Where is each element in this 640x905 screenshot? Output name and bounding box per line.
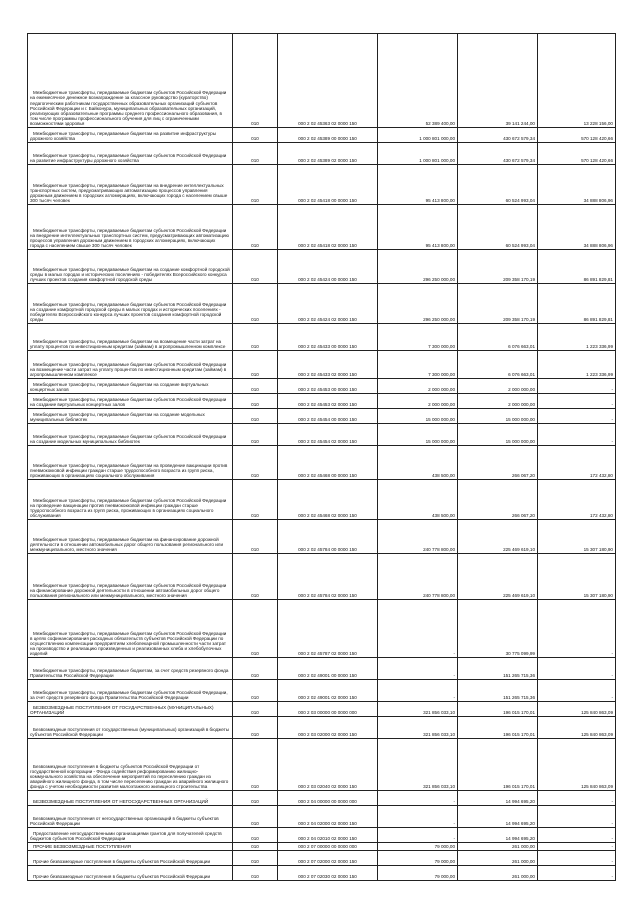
row-executed-cell: 430 672 579,34	[458, 128, 538, 143]
row-code-cell: 010	[233, 165, 278, 205]
row-remaining-cell: -	[538, 828, 616, 843]
row-name-cell	[28, 600, 233, 658]
row-name-text: Безвозмездные поступления от государственных (муниципальных) организаций в бюджеты субъектов Российской Федерации	[30, 726, 230, 737]
table-row	[28, 600, 616, 658]
row-approved-cell: 79 000,00	[378, 866, 458, 881]
row-name-cell	[28, 250, 233, 284]
row-remaining-cell: -	[538, 843, 616, 851]
row-remaining-cell: 86 891 829,81	[538, 250, 616, 284]
row-kbk-cell: 000 2 02 45433 00 0000 150	[278, 324, 378, 351]
row-code-cell: 010	[233, 409, 278, 424]
row-name-cell	[28, 791, 233, 806]
row-executed-cell: 196 015 170,01	[458, 717, 538, 739]
row-executed-cell: 196 015 170,01	[458, 702, 538, 717]
row-code-cell: 010	[233, 828, 278, 843]
row-name-text: Прочие безвозмездные поступления в бюджеты субъектов Российской Федерации	[33, 873, 211, 879]
row-remaining-cell: 172 432,80	[538, 446, 616, 480]
row-remaining-cell: 1 223 336,99	[538, 324, 616, 351]
row-approved-cell: 240 778 800,00	[378, 554, 458, 600]
row-name-cell	[28, 851, 233, 866]
row-code-cell: 010	[233, 520, 278, 554]
row-name-cell	[28, 205, 233, 250]
row-kbk-cell: 000 2 02 45453 02 0000 150	[278, 394, 378, 409]
table-row	[28, 702, 616, 717]
row-remaining-cell: 125 840 863,09	[538, 717, 616, 739]
row-approved-cell: 7 300 000,00	[378, 324, 458, 351]
row-executed-cell: 209 358 170,19	[458, 284, 538, 324]
row-code-cell: 010	[233, 739, 278, 791]
row-name-cell	[28, 409, 233, 424]
row-approved-cell: -	[378, 600, 458, 658]
row-code-cell: 010	[233, 34, 278, 128]
row-code-cell: 010	[233, 554, 278, 600]
row-code-cell: 010	[233, 379, 278, 394]
row-approved-cell: 2 000 000,00	[378, 379, 458, 394]
row-name-text: БЕЗВОЗМЕЗДНЫЕ ПОСТУПЛЕНИЯ ОТ НЕГОСУДАРСТВЕННЫХ ОРГАНИЗАЦИЙ	[33, 798, 209, 804]
table-row	[28, 205, 616, 250]
row-kbk-cell: 000 2 03 02000 02 0000 150	[278, 717, 378, 739]
row-name-cell	[28, 739, 233, 791]
row-name-text: Межбюджетные трансферты, передаваемые бюджетам субъектов Российской Федерации на создание виртуальных концертных залов	[30, 396, 227, 407]
row-code-cell: 010	[233, 424, 278, 446]
table-row	[28, 446, 616, 480]
row-name-cell	[28, 34, 233, 128]
row-remaining-cell: -	[538, 600, 616, 658]
row-kbk-cell: 000 2 02 45454 00 0000 150	[278, 409, 378, 424]
row-name-cell	[28, 702, 233, 717]
table-row	[28, 520, 616, 554]
row-name-cell	[28, 424, 233, 446]
row-code-cell: 010	[233, 394, 278, 409]
row-approved-cell: 296 250 000,00	[378, 284, 458, 324]
row-approved-cell: 7 300 000,00	[378, 351, 458, 379]
row-name-text: Межбюджетные трансферты, передаваемые бюджетам субъектов Российской Федерации на финансирование дорожной деятельности в отношении автомобильных дорог общего пользования регионального или межмуниципального, местного значения	[30, 582, 227, 598]
table-row	[28, 680, 616, 702]
row-kbk-cell: 000 2 04 02000 02 0000 150	[278, 806, 378, 828]
table-row	[28, 554, 616, 600]
table-row	[28, 866, 616, 881]
row-executed-cell: 225 469 619,10	[458, 520, 538, 554]
row-name-text: Предоставление негосударственными организациями грантов для получателей средств бюджетов субъектов Российской Федерации	[30, 830, 222, 841]
row-executed-cell: 2 000 000,00	[458, 379, 538, 394]
row-name-cell	[28, 843, 233, 851]
row-executed-cell: 266 067,20	[458, 480, 538, 520]
row-kbk-cell: 000 2 03 00000 00 0000 000	[278, 702, 378, 717]
row-remaining-cell: -	[538, 806, 616, 828]
row-executed-cell: 261 000,00	[458, 843, 538, 851]
row-remaining-cell: -	[538, 658, 616, 680]
table-row	[28, 394, 616, 409]
row-name-cell	[28, 554, 233, 600]
row-name-text: Межбюджетные трансферты, передаваемые бюджетам субъектов Российской Федерации на возмещение части затрат на уплату процентов по инвестиционным кредитам (займам) в агропромышленном комплексе	[30, 361, 227, 377]
row-name-cell	[28, 351, 233, 379]
row-remaining-cell: 1 223 336,99	[538, 351, 616, 379]
row-kbk-cell: 000 2 02 49001 02 0000 150	[278, 680, 378, 702]
table-row	[28, 324, 616, 351]
table-row	[28, 409, 616, 424]
row-code-cell: 010	[233, 250, 278, 284]
row-code-cell: 010	[233, 717, 278, 739]
row-kbk-cell: 000 2 02 45418 00 0000 150	[278, 165, 378, 205]
row-executed-cell: 60 524 993,04	[458, 205, 538, 250]
row-name-text: Межбюджетные трансферты, передаваемые бюджетам субъектов Российской Федерации в целях софинансирования расходных обязательств субъектов Российской Федерации по осуществлению компенсации предприятиям хлебопекарной промышленности части затрат на производство и реализацию произведенных и реализованных хлеба и хлебобулочных изделий	[30, 630, 227, 656]
row-remaining-cell: -	[538, 409, 616, 424]
row-executed-cell: 39 141 244,00	[458, 34, 538, 128]
row-remaining-cell: -	[538, 424, 616, 446]
row-name-text: Межбюджетные трансферты, передаваемые бюджетам субъектов Российской Федерации, за счет средств резервного фонда Правительства Российской Федерации	[30, 689, 228, 700]
row-remaining-cell: 570 128 420,66	[538, 143, 616, 165]
table-row	[28, 284, 616, 324]
row-executed-cell: 196 015 170,01	[458, 739, 538, 791]
table-body	[28, 34, 616, 881]
row-code-cell: 010	[233, 658, 278, 680]
row-remaining-cell: 34 888 806,96	[538, 205, 616, 250]
row-kbk-cell: 000 2 02 45468 00 0000 150	[278, 446, 378, 480]
row-name-cell	[28, 520, 233, 554]
row-kbk-cell: 000 2 02 45433 02 0000 150	[278, 351, 378, 379]
row-name-cell	[28, 866, 233, 881]
row-executed-cell: 261 000,00	[458, 866, 538, 881]
row-name-text: ПРОЧИЕ БЕЗВОЗМЕЗДНЫЕ ПОСТУПЛЕНИЯ	[33, 843, 131, 849]
row-approved-cell: 438 500,00	[378, 480, 458, 520]
row-executed-cell: 6 076 663,01	[458, 324, 538, 351]
row-name-text: Безвозмездные поступления от негосударственных организаций в бюджеты субъектов Российской Федерации	[30, 815, 219, 826]
row-executed-cell: 225 469 619,10	[458, 554, 538, 600]
row-name-text: Межбюджетные трансферты, передаваемые бюджетам на возмещение части затрат на уплату процентов по инвестиционным кредитам (займам) в агропромышленном комплексе	[30, 338, 226, 349]
table-row	[28, 791, 616, 806]
row-remaining-cell: 570 128 420,66	[538, 128, 616, 143]
row-name-cell	[28, 717, 233, 739]
row-code-cell: 010	[233, 143, 278, 165]
table-row	[28, 843, 616, 851]
row-code-cell: 010	[233, 351, 278, 379]
row-remaining-cell: -	[538, 791, 616, 806]
table-row	[28, 143, 616, 165]
row-approved-cell: -	[378, 791, 458, 806]
row-kbk-cell: 000 2 02 45454 02 0000 150	[278, 424, 378, 446]
row-approved-cell: -	[378, 658, 458, 680]
row-kbk-cell: 000 2 07 00000 00 0000 000	[278, 843, 378, 851]
row-name-cell	[28, 394, 233, 409]
row-remaining-cell: 15 307 180,90	[538, 554, 616, 600]
row-approved-cell: -	[378, 828, 458, 843]
row-approved-cell: 321 856 033,10	[378, 702, 458, 717]
row-remaining-cell: -	[538, 379, 616, 394]
row-name-text: Межбюджетные трансферты, передаваемые бюджетам субъектов Российской Федерации на развитие инфраструктуры дорожного хозяйства	[30, 152, 227, 163]
row-executed-cell: 14 994 695,20	[458, 791, 538, 806]
row-kbk-cell: 000 2 02 49001 00 0000 150	[278, 658, 378, 680]
row-approved-cell: -	[378, 806, 458, 828]
row-name-text: Межбюджетные трансферты, передаваемые бюджетам субъектов Российской Федерации на внедрение интеллектуальных транспортных систем, предусматривающих автоматизацию процессов управления дорожным движением в городских агломерациях, включающих города с населением свыше 300 тысяч человек	[30, 227, 229, 248]
row-kbk-cell: 000 2 07 02000 02 0000 150	[278, 851, 378, 866]
table-row	[28, 351, 616, 379]
row-approved-cell: 79 000,00	[378, 843, 458, 851]
row-approved-cell: 52 389 400,00	[378, 34, 458, 128]
row-executed-cell: 14 994 695,20	[458, 806, 538, 828]
row-name-cell	[28, 143, 233, 165]
row-name-text: Межбюджетные трансферты, передаваемые бюджетам, за счет средств резервного фонда Правительства Российской Федерации	[30, 667, 229, 678]
row-remaining-cell: -	[538, 866, 616, 881]
row-name-text: Межбюджетные трансферты, передаваемые бюджетам на развитие инфраструктуры дорожного хозяйства	[30, 130, 217, 141]
row-remaining-cell: 125 840 863,09	[538, 739, 616, 791]
row-approved-cell: 95 413 800,00	[378, 165, 458, 205]
row-approved-cell: 296 250 000,00	[378, 250, 458, 284]
row-name-text: Межбюджетные трансферты, передаваемые бюджетам на создание виртуальных концертных залов	[30, 381, 209, 392]
row-code-cell: 010	[233, 702, 278, 717]
row-kbk-cell: 000 2 02 45468 02 0000 150	[278, 480, 378, 520]
row-executed-cell: 6 076 663,01	[458, 351, 538, 379]
table-row	[28, 128, 616, 143]
row-name-cell	[28, 806, 233, 828]
row-remaining-cell: 15 307 180,90	[538, 520, 616, 554]
row-executed-cell: 430 672 579,34	[458, 143, 538, 165]
row-name-cell	[28, 379, 233, 394]
row-remaining-cell: 125 840 863,09	[538, 702, 616, 717]
row-name-text: Межбюджетные трансферты, передаваемые бюджетам субъектов Российской Федерации на ежемесячное денежное вознаграждение за классное руководство (кураторство) педагогическим работникам государственных образовательных организаций субъектов Российской Федерации и г. Байконура, муниципальных образовательных организаций, реализующих образовательные программы среднего профессионального образования, в том числе программы профессионального обучения для лиц с ограниченными возможностями здоровья	[30, 90, 227, 126]
row-executed-cell: 2 000 000,00	[458, 394, 538, 409]
row-code-cell: 010	[233, 791, 278, 806]
row-name-text: Безвозмездные поступления в бюджеты субъектов Российской Федерации от государственной корпорации - Фонда содействия реформированию жилищно-коммунального хозяйства на обеспечение мероприятий по переселению граждан из аварийного жилищного фонда, в том числе переселению граждан из аварийного жилищного фонда с учетом необходимости развития малоэтажного жилищного строительства	[30, 763, 229, 789]
row-kbk-cell: 000 2 04 00000 00 0000 000	[278, 791, 378, 806]
row-name-cell	[28, 658, 233, 680]
row-name-text: БЕЗВОЗМЕЗДНЫЕ ПОСТУПЛЕНИЯ ОТ ГОСУДАРСТВЕННЫХ (МУНИЦИПАЛЬНЫХ) ОРГАНИЗАЦИЙ	[30, 704, 214, 715]
row-name-cell	[28, 446, 233, 480]
table-row	[28, 480, 616, 520]
row-approved-cell: -	[378, 680, 458, 702]
report-sheet	[27, 33, 615, 879]
row-code-cell: 010	[233, 680, 278, 702]
row-remaining-cell: 34 888 806,96	[538, 165, 616, 205]
row-approved-cell: 438 500,00	[378, 446, 458, 480]
row-name-text: Прочие безвозмездные поступления в бюджеты субъектов Российской Федерации	[33, 858, 211, 864]
row-approved-cell: 1 000 801 000,00	[378, 128, 458, 143]
row-kbk-cell: 000 2 02 45453 00 0000 150	[278, 379, 378, 394]
row-approved-cell: 2 000 000,00	[378, 394, 458, 409]
row-remaining-cell: 13 228 156,00	[538, 34, 616, 128]
row-name-text: Межбюджетные трансферты, передаваемые бюджетам субъектов Российской Федерации на создание комфортной городской среды в малых городах и исторических поселениях - победителях Всероссийского конкурса лучших проектов создания комфортной городской среды	[30, 301, 227, 322]
row-name-cell	[28, 480, 233, 520]
row-name-text: Межбюджетные трансферты, передаваемые бюджетам на проведение вакцинации против пневмококковой инфекции граждан старше трудоспособного возраста из групп риска, проживающих в организациях социального обслуживания	[30, 462, 228, 478]
row-executed-cell: 15 000 000,00	[458, 424, 538, 446]
row-kbk-cell: 000 2 02 45784 02 0000 150	[278, 554, 378, 600]
row-kbk-cell: 000 2 02 45389 02 0000 150	[278, 143, 378, 165]
row-name-cell	[28, 165, 233, 205]
row-name-cell	[28, 284, 233, 324]
row-name-cell	[28, 680, 233, 702]
row-code-cell: 010	[233, 480, 278, 520]
row-code-cell: 010	[233, 324, 278, 351]
row-name-cell	[28, 128, 233, 143]
row-code-cell: 010	[233, 600, 278, 658]
row-kbk-cell: 000 2 02 45424 02 0000 150	[278, 284, 378, 324]
row-kbk-cell: 000 2 04 02010 02 0000 150	[278, 828, 378, 843]
row-remaining-cell: -	[538, 851, 616, 866]
row-name-text: Межбюджетные трансферты, передаваемые бюджетам на создание комфортной городской среды в малых городах и исторических поселениях - победителях Всероссийского конкурса лучших проектов создания комфортной городской среды	[30, 266, 230, 282]
row-kbk-cell: 000 2 02 45363 02 0000 150	[278, 34, 378, 128]
row-approved-cell: 321 856 033,10	[378, 717, 458, 739]
row-code-cell: 010	[233, 284, 278, 324]
row-code-cell: 010	[233, 446, 278, 480]
table-row	[28, 658, 616, 680]
row-kbk-cell: 000 2 03 02040 02 0000 150	[278, 739, 378, 791]
table-row	[28, 739, 616, 791]
table-row	[28, 424, 616, 446]
row-executed-cell: 151 265 715,36	[458, 680, 538, 702]
row-remaining-cell: -	[538, 394, 616, 409]
table-row	[28, 250, 616, 284]
row-code-cell: 010	[233, 806, 278, 828]
table-row	[28, 828, 616, 843]
row-kbk-cell: 000 2 02 45787 02 0000 150	[278, 600, 378, 658]
row-name-cell	[28, 324, 233, 351]
row-executed-cell: 30 775 099,99	[458, 600, 538, 658]
row-approved-cell: 240 778 800,00	[378, 520, 458, 554]
row-remaining-cell: 172 432,80	[538, 480, 616, 520]
row-approved-cell: 15 000 000,00	[378, 409, 458, 424]
row-executed-cell: 209 358 170,19	[458, 250, 538, 284]
row-remaining-cell: -	[538, 680, 616, 702]
row-executed-cell: 266 067,20	[458, 446, 538, 480]
row-executed-cell: 15 000 000,00	[458, 409, 538, 424]
row-executed-cell: 60 524 993,04	[458, 165, 538, 205]
row-name-cell	[28, 828, 233, 843]
table-row	[28, 806, 616, 828]
row-name-text: Межбюджетные трансферты, передаваемые бюджетам на создание модельных муниципальных библиотек	[30, 411, 205, 422]
budget-execution-table	[27, 33, 616, 881]
row-kbk-cell: 000 2 02 45784 00 0000 150	[278, 520, 378, 554]
row-name-text: Межбюджетные трансферты, передаваемые бюджетам субъектов Российской Федерации на проведение вакцинации против пневмококковой инфекции граждан старше трудоспособного возраста из групп риска, проживающих в организациях социального обслуживания	[30, 497, 227, 518]
row-name-text: Межбюджетные трансферты, передаваемые бюджетам субъектов Российской Федерации на создание модельных муниципальных библиотек	[30, 433, 227, 444]
row-name-text: Межбюджетные трансферты, передаваемые бюджетам на финансирование дорожной деятельности в отношении автомобильных дорог общего пользования регионального или межмуниципального, местного значения	[30, 536, 224, 552]
row-kbk-cell: 000 2 02 45424 00 0000 150	[278, 250, 378, 284]
row-approved-cell: 15 000 000,00	[378, 424, 458, 446]
row-approved-cell: 79 000,00	[378, 851, 458, 866]
row-code-cell: 010	[233, 843, 278, 851]
row-executed-cell: 261 000,00	[458, 851, 538, 866]
row-approved-cell: 1 000 801 000,00	[378, 143, 458, 165]
table-row	[28, 165, 616, 205]
table-row	[28, 851, 616, 866]
table-row	[28, 717, 616, 739]
row-approved-cell: 95 413 800,00	[378, 205, 458, 250]
row-kbk-cell: 000 2 02 45389 00 0000 150	[278, 128, 378, 143]
table-row	[28, 379, 616, 394]
table-row	[28, 34, 616, 128]
row-code-cell: 010	[233, 851, 278, 866]
row-remaining-cell: 86 891 829,81	[538, 284, 616, 324]
row-executed-cell: 14 994 695,20	[458, 828, 538, 843]
row-code-cell: 010	[233, 128, 278, 143]
row-code-cell: 010	[233, 866, 278, 881]
row-approved-cell: 321 856 033,10	[378, 739, 458, 791]
row-name-text: Межбюджетные трансферты, передаваемые бюджетам на внедрение интеллектуальных транспортных систем, предусматривающих автоматизацию процессов управления дорожным движением в городских агломерациях, включающих города с населением свыше 300 тысяч человек	[30, 182, 228, 203]
row-code-cell: 010	[233, 205, 278, 250]
row-kbk-cell: 000 2 07 02030 02 0000 150	[278, 866, 378, 881]
row-executed-cell: 151 265 715,36	[458, 658, 538, 680]
row-kbk-cell: 000 2 02 45418 02 0000 150	[278, 205, 378, 250]
